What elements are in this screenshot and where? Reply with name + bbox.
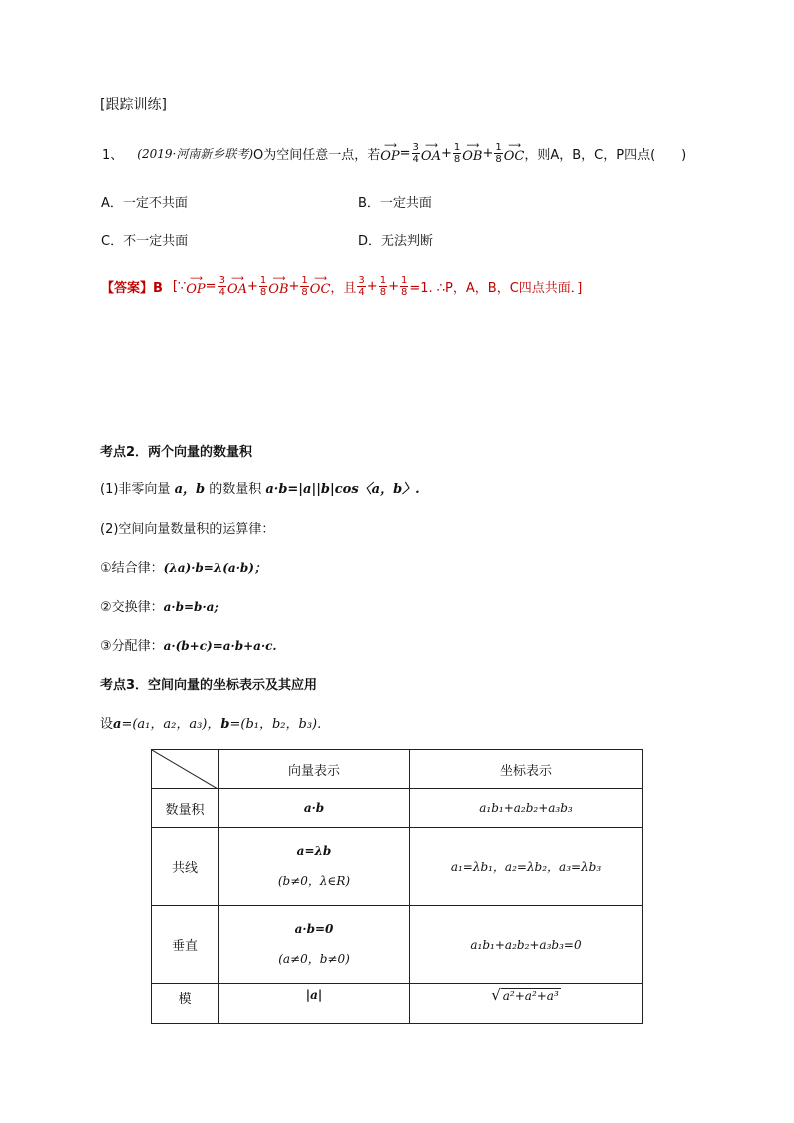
answer-prefix: [∵ (172, 278, 187, 294)
law1-formula: (λa)·b=λ(a·b)； (163, 561, 266, 575)
vector-oc: ⟶ OC (503, 141, 525, 164)
kp2-line2: (2)空间向量数量积的运算律： (100, 522, 275, 537)
row-label: 垂直 (152, 906, 219, 984)
kp3-setup-mid: =(a₁，a₂，a₃)， (121, 717, 221, 732)
table-row (152, 828, 643, 906)
table-header-coord: 坐标表示 (410, 750, 643, 789)
vector-oa: ⟶ OA (226, 274, 247, 297)
kp3-setup-tail: =(b₁，b₂，b₃). (229, 717, 322, 732)
fraction-1-8: $\frac{1}{8}$ (400, 274, 408, 298)
option-d: D．无法判断 (358, 234, 434, 249)
fraction-1-8: $\frac{1}{8}$ (453, 141, 461, 165)
option-c: C．不一定共面 (101, 234, 189, 249)
kp3-title: 考点3．空间向量的坐标表示及其应用 (100, 678, 318, 693)
row-vector (219, 906, 410, 984)
fraction-1-8: $\frac{1}{8}$ (259, 274, 267, 298)
question-1 (102, 136, 686, 170)
law3-formula: a·(b+c)=a·b+a·c. (163, 639, 277, 653)
table-header-row (152, 750, 643, 789)
sqrt-radicand: a²+a²+a³ (502, 989, 559, 1003)
kp3-setup (100, 713, 321, 732)
row-vector: a·b (219, 789, 410, 828)
vector-ob: ⟶ OB (462, 141, 483, 164)
row-label: 模 (152, 984, 219, 1024)
fraction-1-8: $\frac{1}{8}$ (495, 141, 502, 165)
row-vector-line: a=λb (296, 844, 332, 858)
question-tail: ，则A，B，C，P四点( ) (524, 147, 687, 163)
row-vector (219, 828, 410, 906)
fraction-3-4: $\frac{3}{4}$ (218, 274, 225, 298)
fraction-1-8: $\frac{1}{8}$ (379, 274, 387, 298)
kp2-line1-formula: a·b=|a||b|cos〈a，b〉. (265, 482, 420, 497)
plus-sign: + (388, 278, 399, 294)
kp2-line1-vars: a，b (174, 482, 206, 497)
vector-oa: ⟶ OA (420, 141, 441, 164)
plus-sign: + (482, 145, 494, 161)
question-intro: O为空间任意一点，若 (253, 147, 381, 163)
sqrt-sign: √ (491, 986, 501, 1004)
answer-and: ，且 (330, 280, 357, 296)
vector-ob: ⟶ OB (268, 274, 289, 297)
law2-label: ②交换律： (100, 600, 164, 615)
question-number: 1、 (102, 147, 124, 163)
answer-label: 【答案】B (101, 280, 163, 296)
plus-sign: + (247, 278, 258, 294)
option-b: B．一定共面 (358, 196, 432, 211)
row-vector-condition: (a≠0，b≠0) (278, 952, 350, 966)
table-corner-cell (152, 750, 219, 789)
row-coord (410, 984, 643, 1024)
kp2-line1 (100, 478, 420, 497)
fraction-3-4: $\frac{3}{4}$ (358, 274, 365, 298)
law3-label: ③分配律： (100, 639, 164, 654)
kp3-setup-b: b (220, 717, 230, 732)
row-vector-condition: (b≠0，λ∈R) (277, 874, 351, 888)
row-coord: a₁b₁+a₂b₂+a₃b₃ (410, 789, 643, 828)
kp2-line1-pre: (1)非零向量 (100, 482, 171, 497)
row-vector-line: a·b=0 (294, 922, 334, 936)
kp3-setup-pre: 设 (100, 717, 114, 732)
table-row (152, 789, 643, 828)
diagonal-line (152, 750, 218, 789)
law2-formula: a·b=b·a; (163, 600, 219, 614)
kp2-law2 (100, 596, 219, 615)
vector-op: ⟶ OP (380, 141, 400, 164)
kp2-law1 (100, 557, 266, 576)
row-vector: |a| (219, 984, 410, 1024)
vector-oc: ⟶ OC (309, 274, 331, 297)
table-row (152, 984, 643, 1024)
option-a: A．一定不共面 (101, 196, 188, 211)
law1-label: ①结合律： (100, 561, 164, 576)
equals-sign: = (205, 278, 217, 294)
row-label: 共线 (152, 828, 219, 906)
kp2-law3 (100, 635, 277, 654)
plus-sign: + (288, 278, 300, 294)
sqrt-expression (491, 986, 561, 1004)
fraction-1-8: $\frac{1}{8}$ (301, 274, 308, 298)
row-label: 数量积 (152, 789, 219, 828)
row-coord: a₁=λb₁，a₂=λb₂，a₃=λb₃ (410, 828, 643, 906)
answer-tail: =1. ∴P，A，B，C四点共面．] (409, 280, 583, 296)
row-coord: a₁b₁+a₂b₂+a₃b₃=0 (410, 906, 643, 984)
equals-sign: = (399, 145, 411, 161)
kp2-title: 考点2．两个向量的数量积 (100, 445, 253, 460)
vector-op: ⟶ OP (186, 274, 206, 297)
section-title: [跟踪训练] (100, 97, 167, 113)
table-header-vector: 向量表示 (219, 750, 410, 789)
table-row (152, 906, 643, 984)
kp2-line1-mid: 的数量积 (209, 482, 262, 497)
kp3-setup-a: a (113, 717, 122, 732)
plus-sign: + (366, 278, 378, 294)
plus-sign: + (440, 145, 452, 161)
coordinate-table (151, 749, 643, 1024)
answer-line (101, 268, 582, 304)
fraction-3-4: $\frac{3}{4}$ (412, 141, 419, 165)
question-source: (2019·河南新乡联考) (137, 146, 253, 161)
